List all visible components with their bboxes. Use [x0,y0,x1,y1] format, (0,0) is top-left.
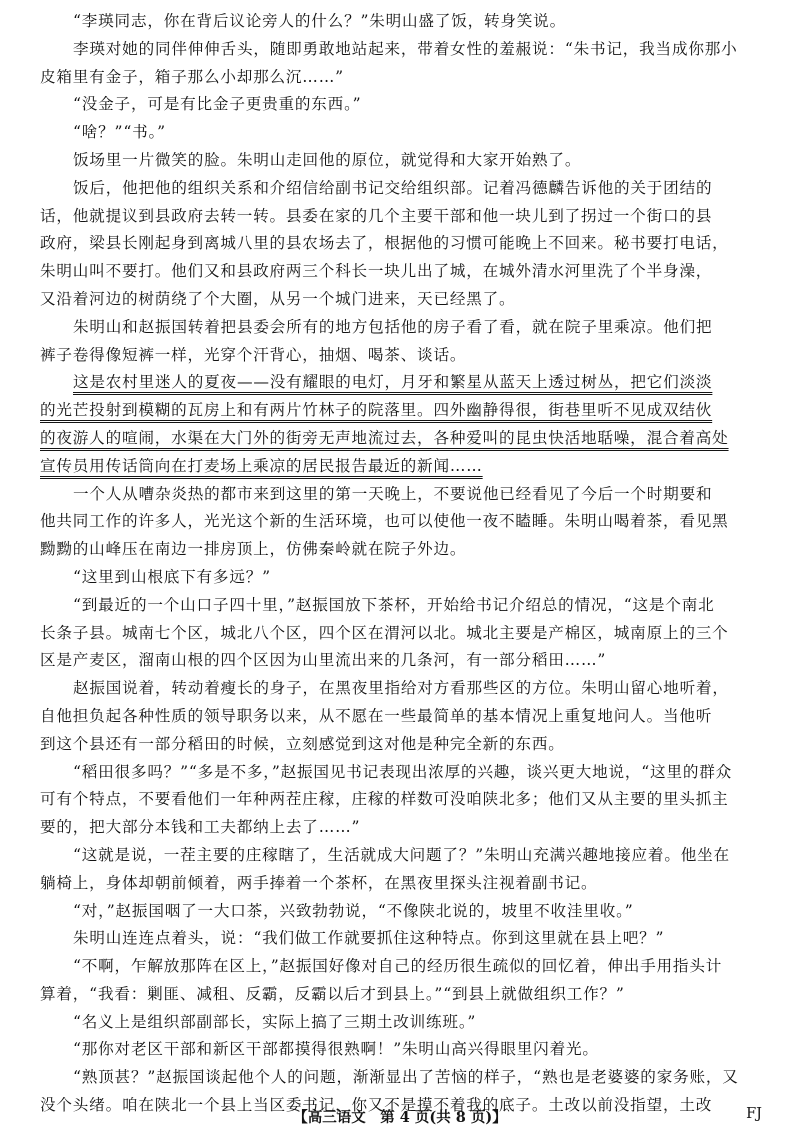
page-footer [0,1106,800,1132]
text-line: 自他担负起各种性质的领导职务以来，从不愿在一些最简单的基本情况上重复地问人。当他听 [40,706,713,725]
text-line: “这就是说，一茬主要的庄稼瞎了，生活就成大问题了？”朱明山充满兴趣地接应着。他坐在 [73,845,730,864]
text-line: 这是农村里迷人的夏夜——没有耀眼的电灯，月牙和繁星从蓝天上透过树丛，把它们淡淡 [73,373,713,392]
text-line: “熟顶甚？”赵振国谈起他个人的问题，渐渐显出了苦恼的样子，“熟也是老婆婆的家务账，又 [73,1068,739,1087]
paragraph [40,759,770,842]
text-line: 的光芒投射到模糊的瓦房上和有两片竹林子的院落里。四外幽静得很，街巷里听不见成双结伙 [40,401,713,420]
text-line: 要的，把大部分本钱和工夫都纳上去了……” [40,818,361,837]
text-line: “没金子，可是有比金子更贵重的东西。” [73,95,362,114]
text-line: 政府，梁县长刚起身到离城八里的县农场去了，根据他的习惯可能晚上不回来。秘书要打电话， [40,234,729,253]
text-line: 长条子县。城南七个区，城北八个区，四个区在渭河以北。城北主要是产棉区，城南原上的三个 [40,623,729,642]
text-line: 饭场里一片微笑的脸。朱明山走回他的原位，就觉得和大家开始熟了。 [73,150,582,169]
paragraph [40,119,770,147]
text-line: 没个头绪。咱在陕北一个县上当区委书记，你又不是摸不着我的底子。土改以前没指望，土改 [40,1096,713,1115]
underlined-paragraph [40,369,770,480]
text-line: 可有个特点，不要看他们一年种两茬庄稼，庄稼的样数可没咱陕北多；他们又从主要的里头抓主 [40,790,729,809]
paragraph [40,953,770,1009]
paragraph [40,175,770,314]
text-line: 朱明山叫不要打。他们又和县政府两三个科长一块儿出了城，在城外清水河里洗了个半身澡， [40,262,713,281]
paragraph [40,147,770,175]
paragraph [40,91,770,119]
paragraph [40,675,770,758]
text-line: “到最近的一个山口子四十里，”赵振国放下茶杯，开始给书记介绍总的情况，“这是个南北 [73,595,715,614]
text-line: 朱明山连连点着头，说：“我们做工作就要抓住这种特点。你到这里就在县上吧？” [73,929,665,948]
text-line: “啥？”“书。” [73,123,166,142]
text-line: “那你对老区干部和新区干部都摸得很熟啊！”朱明山高兴得眼里闪着光。 [73,1040,599,1059]
article-body [40,8,770,1120]
paragraph [40,8,770,36]
text-line: “对，”赵振国咽了一大口茶，兴致勃勃说，“不像陕北说的，坡里不收洼里收。” [73,901,634,920]
text-line: 话，他就提议到县政府去转一转。县委在家的几个主要干部和他一块儿到了拐过一个街口的县 [40,206,713,225]
text-line: 他共同工作的许多人，光光这个新的生活环境，也可以使他一夜不瞌睡。朱明山喝着茶，看见黑 [40,512,729,531]
footer-region-code: FJ [746,1106,762,1122]
paragraph [40,925,770,953]
paragraph [40,898,770,926]
paragraph [40,36,770,92]
paragraph [40,481,770,564]
paragraph [40,592,770,675]
text-line: 一个人从嘈杂炎热的都市来到这里的第一天晚上，不要说他已经看见了今后一个时期要和 [73,484,713,503]
text-line: 的夜游人的喧闹，水渠在大门外的街旁无声地流过去，各种爱叫的昆虫快活地聒噪，混合着高处 [40,428,729,447]
text-line: “名义上是组织部副部长，实际上搞了三期土改训练班。” [73,1012,477,1031]
paragraph [40,1009,770,1037]
text-line: 区是产麦区，溜南山根的四个区因为山里流出来的几条河，有一部分稻田……” [40,651,607,670]
text-line: 又沿着河边的树荫绕了个大圈，从另一个城门进来，天已经黑了。 [40,289,516,308]
text-line: 算着，“我看：剿匪、减租、反霸，反霸以后才到县上。”“到县上就做组织工作？” [40,984,625,1003]
text-line: “不啊，乍解放那阵在区上，”赵振国好像对自己的经历很生疏似的回忆着，伸出手用指头计 [73,957,723,976]
text-line: “这里到山根底下有多远？” [73,567,271,586]
text-line: 赵振国说着，转动着瘦长的身子，在黑夜里指给对方看那些区的方位。朱明山留心地听着， [73,679,729,698]
paragraph [40,1036,770,1064]
text-line: 宣传员用传话筒向在打麦场上乘凉的居民报告最近的新闻…… [40,456,483,475]
text-line: 到这个县还有一部分稻田的时候，立刻感觉到这对他是种完全新的东西。 [40,734,565,753]
text-line: 皮箱里有金子，箱子那么小却那么沉……” [40,67,344,86]
text-line: 饭后，他把他的组织关系和介绍信给副书记交给组织部。记着冯德麟告诉他的关于团结的 [73,178,713,197]
text-line: 躺椅上，身体却朝前倾着，两手捧着一个茶杯，在黑夜里探头注视着副书记。 [40,873,598,892]
text-line: 黝黝的山峰压在南边一排房顶上，仿佛秦岭就在院子外边。 [40,540,467,559]
text-line: “李瑛同志，你在背后议论旁人的什么？”朱明山盛了饭，转身笑说。 [73,12,566,30]
text-line: 朱明山和赵振国转着把县委会所有的地方包括他的房子看了看，就在院子里乘凉。他们把 [73,317,713,336]
paragraph [40,314,770,370]
paragraph [40,842,770,898]
paragraph [40,564,770,592]
text-line: “稻田很多吗？”“多是不多，”赵振国见书记表现出浓厚的兴趣，谈兴更大地说，“这里的群众 [73,762,733,781]
text-line: 裤子卷得像短裤一样，光穿个汗背心，抽烟、喝茶、谈话。 [40,345,467,364]
text-line: 李瑛对她的同伴伸伸舌头，随即勇敢地站起来，带着女性的羞赧说：“朱书记，我当成你那小 [73,39,738,58]
footer-page-label: 【高三语文 第 4 页(共 8 页)】 [293,1109,507,1126]
